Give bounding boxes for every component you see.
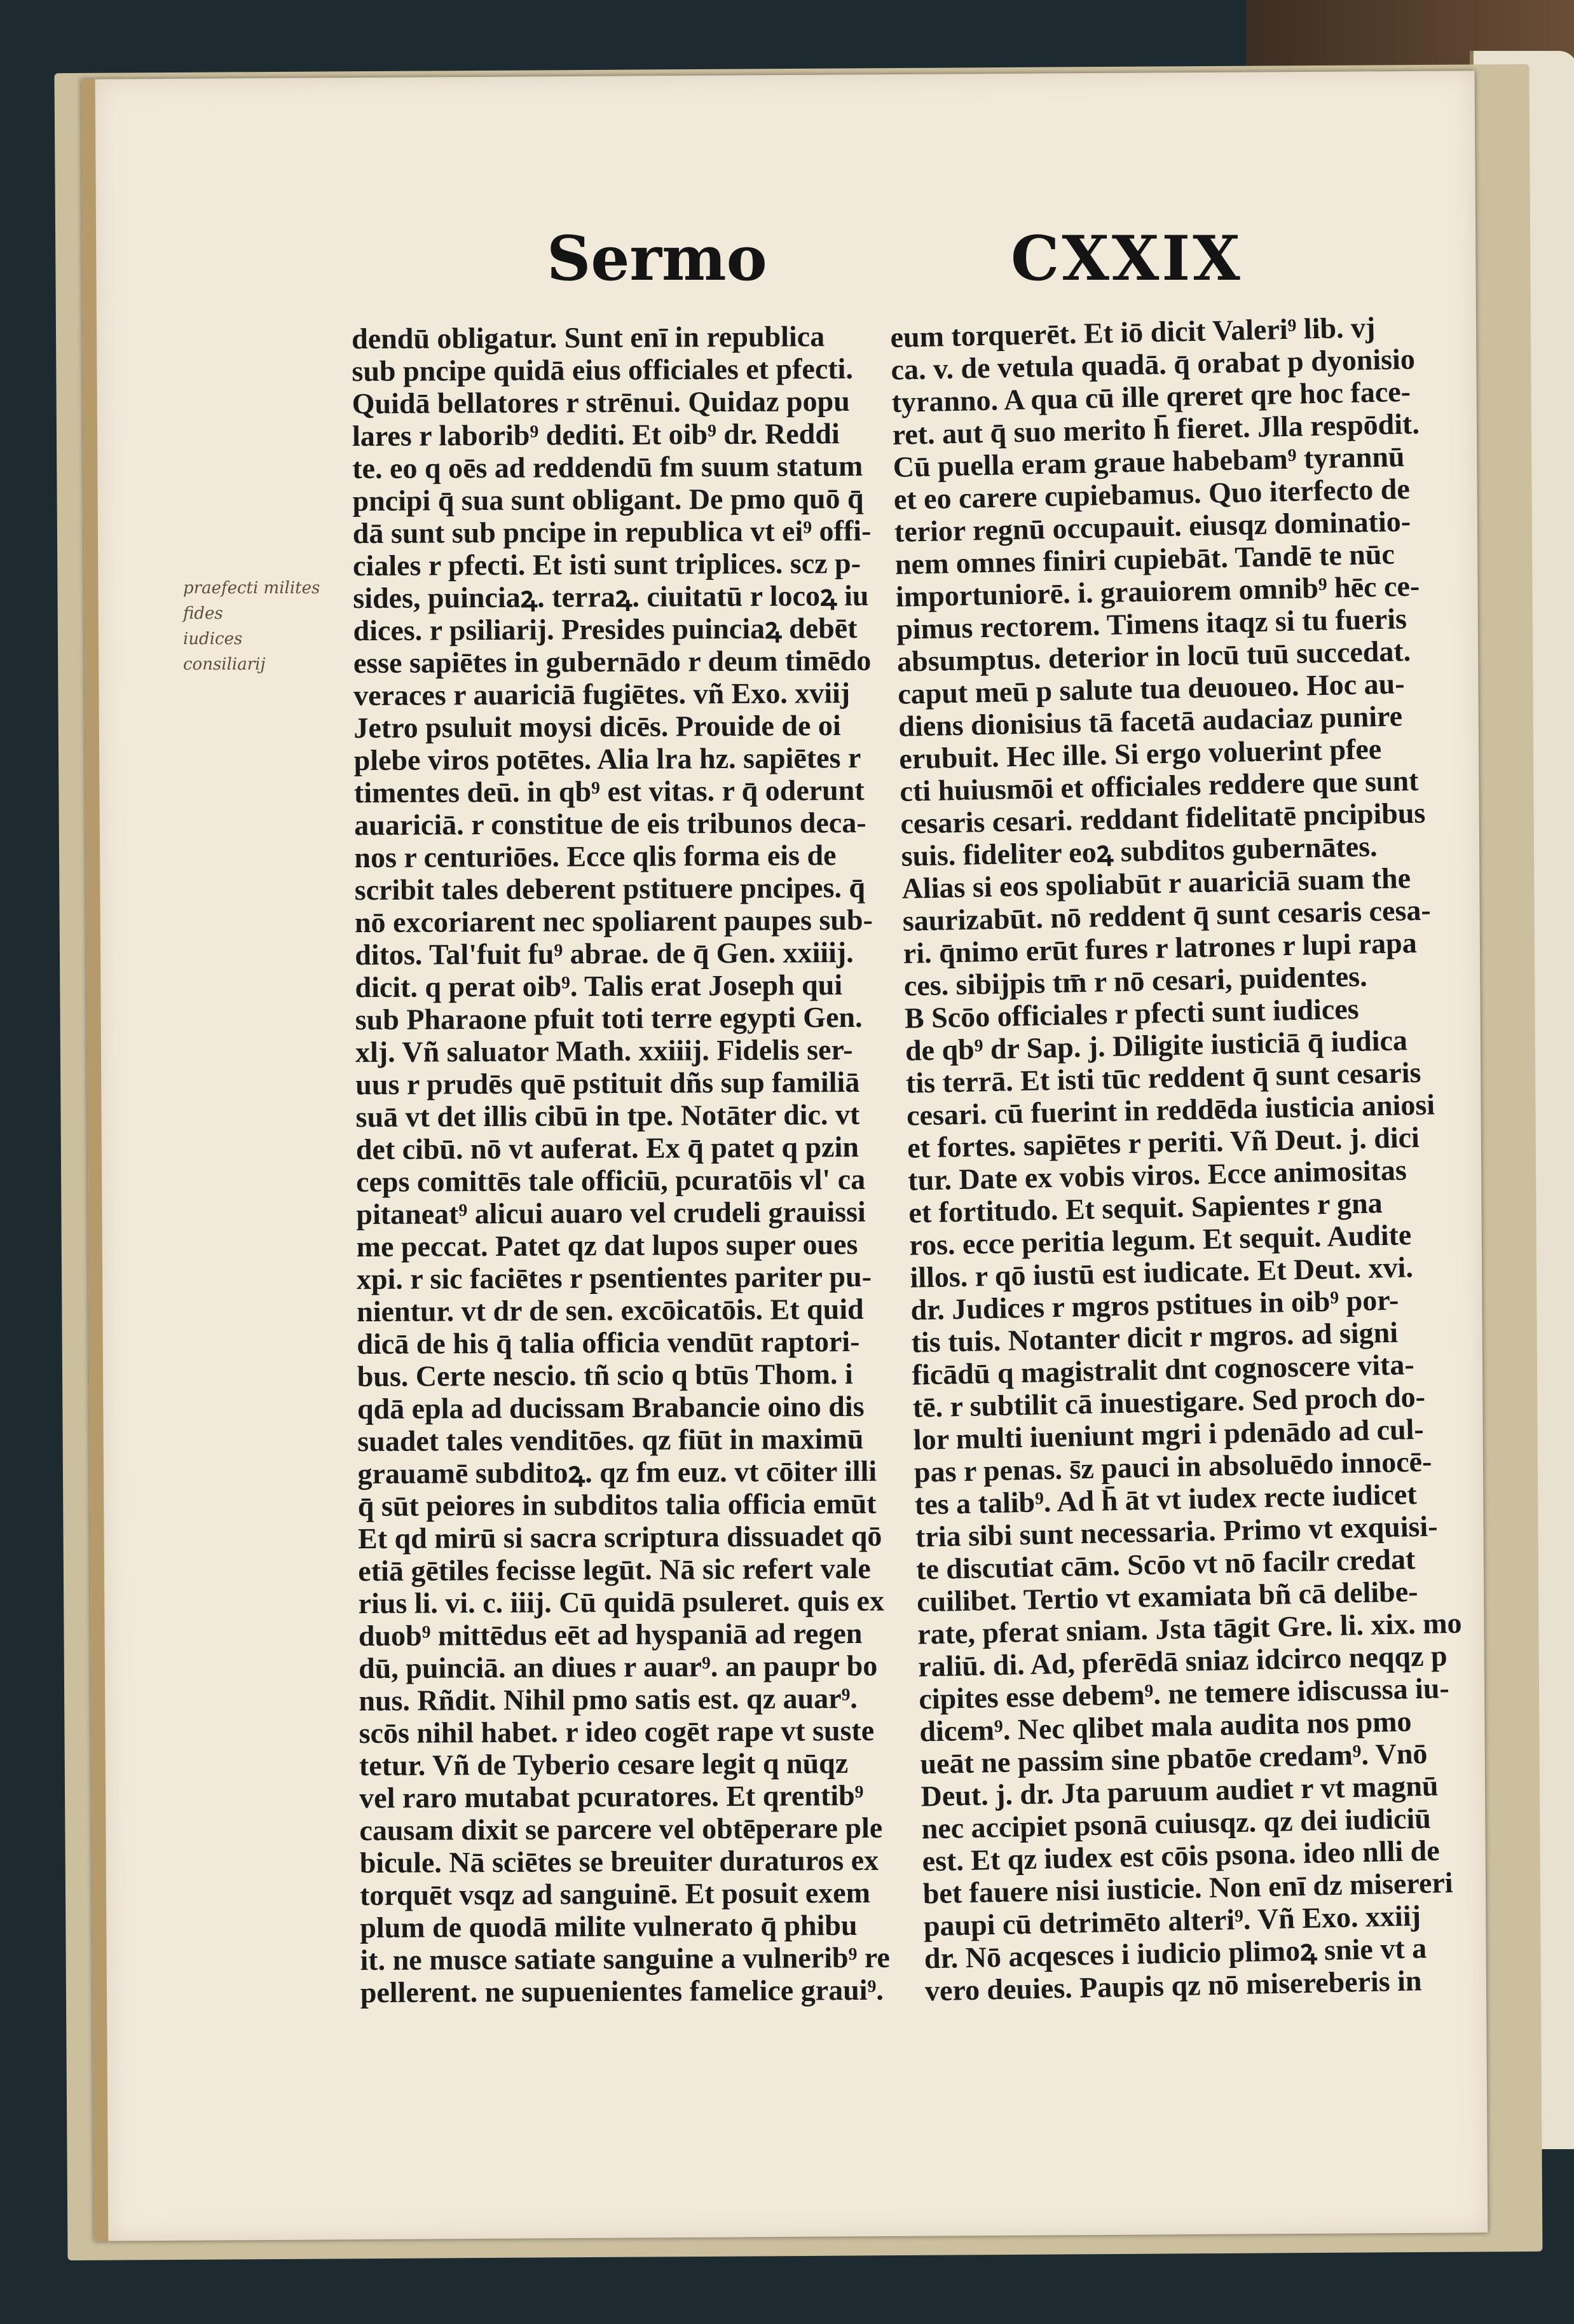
text-line: pas r penas. s̄z pauci in absoluēdo innocē- xyxy=(914,1445,1432,1489)
text-line: esse sapiētes in gubernādo r deum timēdo xyxy=(353,643,872,680)
text-line: sub Pharaone pfuit toti terre egypti Gen. xyxy=(355,1000,863,1036)
text-line: auariciā. r constitue de eis tribunos deca- xyxy=(354,806,866,842)
text-line: cesari. cū fuerint in reddēda iusticia aniosi xyxy=(906,1088,1435,1132)
text-line: ficādū q magistralit dnt cognoscere vita- xyxy=(912,1348,1415,1391)
text-line: pimus rectorem. Timens itaqz si tu fueris xyxy=(896,602,1407,645)
text-line: timentes deū. in qb⁹ est vitas. r q̄ oderunt xyxy=(353,773,865,809)
marginalia-line: fides xyxy=(183,604,223,623)
marginalia-line: consiliarij xyxy=(183,655,266,674)
text-line: dū, puinciā. an diues r auar⁹. an paupr bo xyxy=(359,1649,878,1685)
text-line: Quidā bellatores r strēnui. Quidaz popu xyxy=(352,385,850,420)
text-line: B Scōo officiales r pfecti sunt iudices xyxy=(904,992,1360,1035)
text-line: Et qd mirū si sacra scriptura dissuadet qō xyxy=(357,1519,882,1555)
text-line: dā sunt sub pncipe in republica vt ei⁹ offi- xyxy=(352,514,872,550)
text-line: cesaris cesari. reddant fidelitatē pncipibus xyxy=(900,796,1426,840)
text-line: q̄ sūt peiores in subditos talia officia emūt xyxy=(357,1487,877,1523)
text-line: eum torquerēt. Et iō dicit Valeri⁹ lib. vj xyxy=(890,311,1376,354)
text-line: causam dixit se parcere vel obtēperare ple xyxy=(359,1811,883,1847)
text-line: sides, puinciaꝝ. terraꝝ. ciuitatū r locoꝝ iu xyxy=(353,579,869,615)
text-line: dicā de his q̄ talia officia vendūt raptori- xyxy=(357,1324,860,1361)
text-line: ros. ecce peritia legum. Et sequit. Audite xyxy=(908,1218,1412,1262)
text-line: te discutiat cām. Scōo vt nō facilr credat xyxy=(915,1543,1416,1586)
text-line: scōs nihil habet. r ideo cogēt rape vt suste xyxy=(359,1714,875,1750)
text-line: vel raro mutabat pcuratores. Et qrentib⁹ xyxy=(359,1778,864,1815)
running-head xyxy=(547,223,1243,299)
text-line: raliū. di. Ad, pferēdā sniaz idcirco neqqz p xyxy=(917,1639,1448,1683)
text-line: dr. Judices r mgros pstitues in oib⁹ por- xyxy=(910,1283,1399,1326)
text-line: bicule. Nā sciētes se breuiter duraturos ex xyxy=(359,1843,879,1880)
text-line: suis. fideliter eoꝝ subditos gubernātes. xyxy=(901,830,1378,872)
text-line: nientur. vt dr de sen. excōicatōis. Et quid xyxy=(357,1292,864,1328)
running-head-word: Sermo xyxy=(547,223,767,294)
text-line: lor multi iueniunt mgri i pdenādo ad cul- xyxy=(913,1412,1425,1456)
text-line: caput meū p salute tua deuoueo. Hoc au- xyxy=(897,667,1406,710)
text-line: cuilibet. Tertio vt examiata bñ cā delibe- xyxy=(916,1575,1418,1618)
text-line: Deut. j. dr. Jta paruum audiet r vt magnū xyxy=(920,1769,1439,1813)
text-line: et eo carere cupiebamus. Quo iterfecto de xyxy=(893,472,1411,516)
marginalia-line: iudices xyxy=(183,629,243,649)
text-line: tur. Date ex vobis viros. Ecce animositas xyxy=(907,1153,1407,1197)
text-line: dicit. q perat oib⁹. Talis erat Joseph qui xyxy=(355,968,843,1004)
text-line: pncipi q̄ sua sunt obligant. De pmo quō q̄ xyxy=(352,481,864,518)
text-line: tis terrā. Et isti tūc reddent q̄ sunt cesaris xyxy=(905,1055,1421,1099)
text-line: nec accipiet psonā cuiusqz. qz dei iudiciū xyxy=(921,1801,1432,1845)
text-line: ces. sibijpis tm̄ r nō cesari, puidentes. xyxy=(903,959,1368,1002)
text-line: qdā epla ad ducissam Brabancie oino dis xyxy=(357,1389,865,1426)
text-line: paupi cū detrimēto alteri⁹. Vñ Exo. xxiij xyxy=(923,1899,1421,1942)
text-line: absumptus. deterior in locū tuū succedat. xyxy=(896,634,1411,678)
text-line: tis tuis. Notanter dicit r mgros. ad signi xyxy=(911,1316,1399,1359)
text-line: suadet tales venditōes. qz fiūt in maximū xyxy=(357,1422,864,1458)
text-line: saurizabūt. nō reddent q̄ sunt cesaris cesa- xyxy=(902,893,1432,937)
text-line: nus. Rñdit. Nihil pmo satis est. qz auar⁹. xyxy=(359,1682,858,1717)
text-line: sub pncipe quidā eius officiales et pfecti. xyxy=(352,352,854,388)
text-line: tyranno. A qua cū ille qreret qre hoc face- xyxy=(891,375,1411,418)
text-line: xpi. r sic faciētes r psentientes pariter pu- xyxy=(356,1260,872,1296)
text-line: nem omnes finiri cupiebāt. Tandē te nūc xyxy=(894,537,1395,581)
text-line: de qb⁹ dr Sap. j. Diligite iusticiā q̄ iudica xyxy=(905,1024,1408,1067)
text-line: rate, pferat sniam. Jsta tāgit Gre. li. xix. mo xyxy=(917,1606,1462,1651)
text-line: Alias si eos spoliabūt r auariciā suam the xyxy=(901,862,1411,905)
text-line: tes a talib⁹. Ad h̄ āt vt iudex recte iudicet xyxy=(914,1478,1418,1521)
left-text-column xyxy=(352,320,890,2009)
text-line: dices. r psiliarij. Presides puinciaꝝ debēt xyxy=(353,611,858,647)
text-line: erubuit. Hec ille. Si ergo voluerint pfee xyxy=(898,732,1382,775)
text-line: plebe viros potētes. Alia lra hz. sapiētes r xyxy=(353,741,861,777)
text-line: ciales r pfecti. Et isti sunt triplices. scz p- xyxy=(352,546,861,582)
text-line: Cū puella eram graue habebam⁹ tyrannū xyxy=(893,440,1405,483)
text-line: lares r laborib⁹ dediti. Et oib⁹ dr. Reddi xyxy=(352,417,840,453)
text-line: bet fauere nisi iusticie. Non enī dz misereri xyxy=(922,1866,1454,1910)
marginalia-line: praefecti milites xyxy=(183,579,320,598)
text-line: te. eo q oēs ad reddendū fm suum statum xyxy=(352,449,863,485)
text-line: tetur. Vñ de Tyberio cesare legit q nūqz xyxy=(359,1747,849,1782)
text-line: me peccat. Patet qz dat lupos super oues xyxy=(356,1227,858,1263)
text-line: diens dionisius tā facetā audaciaz punire xyxy=(898,699,1403,743)
text-line: est. Et qz iudex est cōis psona. ideo nlli de xyxy=(922,1834,1441,1878)
text-line: nō excoriarent nec spoliarent paupes sub- xyxy=(354,903,873,939)
text-line: dr. Nō acqesces i iudicio plimoꝝ snie vt a xyxy=(924,1931,1427,1975)
text-line: importuniorē. i. grauiorem omnib⁹ hēc ce- xyxy=(895,569,1420,613)
text-line: torquēt vsqz ad sanguinē. Et posuit exem xyxy=(359,1876,871,1912)
text-line: det cibū. nō vt auferat. Ex q̄ patet q pzin xyxy=(355,1130,859,1166)
handwritten-marginalia xyxy=(183,575,336,677)
text-line: it. ne musce satiate sanguine a vulnerib⁹ re xyxy=(360,1941,890,1977)
text-line: ueāt ne passim sine pbatōe credam⁹. Vnō xyxy=(919,1736,1428,1780)
text-line: duob⁹ mittēdus eēt ad hyspaniā ad regen xyxy=(358,1616,863,1653)
text-line: bus. Certe nescio. tñ scio q btūs Thom. i xyxy=(357,1358,853,1393)
text-line: et fortes. sapiētes r periti. Vñ Deut. j. dici xyxy=(907,1120,1420,1164)
text-line: illos. r qō iustū est iudicate. Et Deut. xvi. xyxy=(909,1251,1414,1294)
text-line: cipites esse debem⁹. ne temere idiscussa iu- xyxy=(918,1672,1450,1715)
text-line: ceps comittēs tale officiū, pcuratōis vl' ca xyxy=(356,1162,866,1199)
text-line: ditos. Tal'fuit fu⁹ abrae. de q̄ Gen. xxiiij. xyxy=(355,936,854,972)
text-line: dicem⁹. Nec qlibet mala audita nos pmo xyxy=(919,1705,1412,1748)
text-line: ca. v. de vetula quadā. q̄ orabat p dyonisio xyxy=(891,342,1416,386)
text-line: pitaneat⁹ alicui auaro vel crudeli grauissi xyxy=(356,1195,866,1231)
text-line: scribit tales deberent pstituere pncipes. q̄ xyxy=(354,870,866,907)
folio-number: CXXIX xyxy=(1011,223,1243,294)
text-line: Jetro psuluit moysi dicēs. Prouide de oi xyxy=(353,709,841,745)
right-text-column xyxy=(890,310,1462,2007)
text-line: rius li. vi. c. iiij. Cū quidā psuleret. quis ex xyxy=(358,1584,885,1620)
text-line: plum de quodā milite vulnerato q̄ phibu xyxy=(360,1909,858,1944)
text-line: xlj. Vñ saluator Math. xxiiij. Fidelis ser- xyxy=(355,1033,853,1069)
text-line: etiā gētiles fecisse legūt. Nā sic refert vale xyxy=(358,1551,871,1588)
text-line: et fortitudo. Et sequit. Sapientes r gna xyxy=(908,1186,1383,1229)
text-line: dendū obligatur. Sunt enī in republica xyxy=(352,320,825,355)
text-line: tē. r subtilit cā inuestigare. Sed proch do- xyxy=(912,1380,1426,1424)
text-line: tria sibi sunt necessaria. Primo vt exquisi- xyxy=(915,1509,1438,1553)
text-line: grauamē subditoꝝ. qz fm euz. vt cōiter illi xyxy=(357,1454,877,1490)
text-line: pellerent. ne supuenientes famelice graui⁹. xyxy=(360,1973,884,2009)
text-line: ri. q̄nimo erūt fures r latrones r lupi rapa xyxy=(903,926,1418,970)
text-line: veraces r auariciā fugiētes. vñ Exo. xviij xyxy=(353,677,851,712)
text-line: cti huiusmōi et officiales reddere que sunt xyxy=(899,764,1419,808)
text-line: ret. aut q̄ suo merito h̄ fieret. Jlla respōdit. xyxy=(892,407,1420,451)
text-line: nos r centuriōes. Ecce qlis forma eis de xyxy=(354,839,837,874)
text-line: suā vt det illis cibū in tpe. Notāter dic. vt xyxy=(355,1097,860,1134)
text-line: vero deuies. Paupis qz nō misereberis in xyxy=(924,1964,1422,2007)
text-line: uus r prudēs quē pstituit dñs sup familiā xyxy=(355,1065,860,1101)
text-line: terior regnū occupauit. eiusqz dominatio- xyxy=(894,504,1411,548)
